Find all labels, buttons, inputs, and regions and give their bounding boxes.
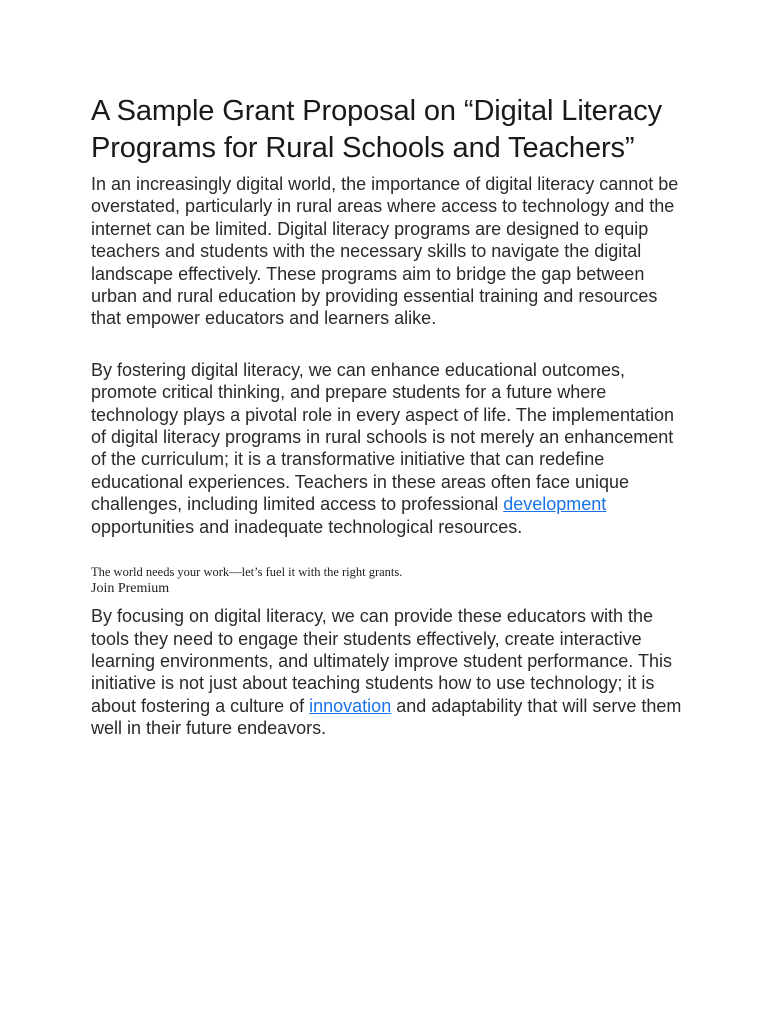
paragraph-3-text-before: By focusing on digital literacy, we can provide these educators with the tools they need to engage their students effectively, create interactive learning environments, and ultimately improve student performance. This initiative is not just about teaching students how to use technology; it is about fostering a culture of	[91, 606, 672, 716]
intro-paragraph: In an increasingly digital world, the importance of digital literacy cannot be overstated, particularly in rural areas where access to technology and the internet can be limited. Digital literacy programs are designed to equip teachers and students with the necessary skills to navigate the digital landscape effectively. These programs aim to bridge the gap between urban and rural education by providing essential training and resources that empower educators and learners alike.	[91, 174, 679, 329]
join-premium-link[interactable]: Join Premium	[91, 581, 170, 597]
paragraph-2-text-before: By fostering digital literacy, we can enhance educational outcomes, promote critical thinking, and prepare students for a future where technology plays a pivotal role in every aspect of life. The implementation of digital literacy programs in rural schools is not merely an enhancement of the curriculum; it is a transformative initiative that can redefine educational experiences. Teachers in these areas often face unique challenges, including limited access to professional	[91, 359, 674, 515]
body-paragraph-3	[91, 605, 691, 739]
document-page	[91, 93, 691, 740]
paragraph-3-text-after: and adaptability that will serve them well in their future endeavors.	[91, 695, 682, 739]
promo-message: The world needs your work—let’s fuel it with the right grants.	[91, 565, 403, 580]
page-title: A Sample Grant Proposal on “Digital Literacy Programs for Rural Schools and Teachers”	[91, 95, 663, 164]
innovation-link[interactable]: innovation	[309, 695, 392, 716]
body-paragraph-2	[91, 359, 691, 538]
development-link[interactable]: development	[503, 494, 607, 515]
paragraph-2-text-after: opportunities and inadequate technological resources.	[91, 516, 523, 537]
